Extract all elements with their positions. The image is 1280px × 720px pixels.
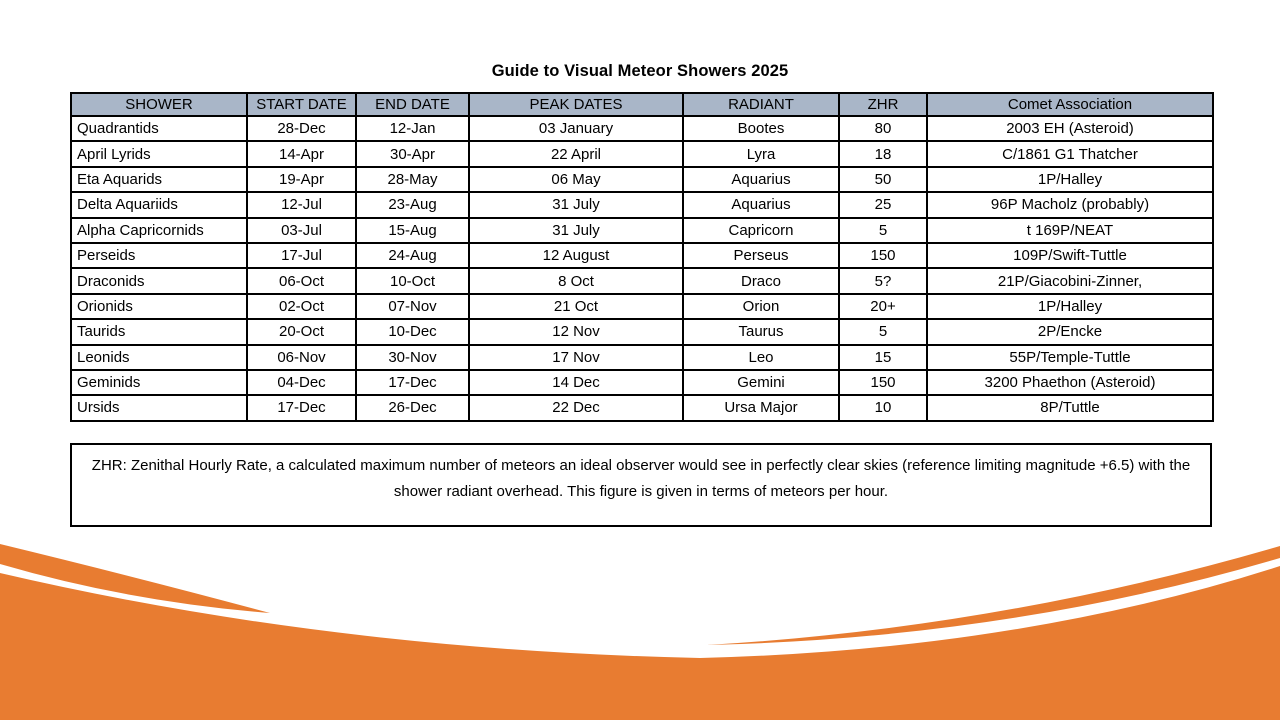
column-header: RADIANT — [683, 93, 839, 116]
table-cell: 25 — [839, 192, 927, 217]
table-cell: Orion — [683, 294, 839, 319]
table-cell: 30-Nov — [356, 345, 469, 370]
table-cell: 1P/Halley — [927, 294, 1213, 319]
table-cell: 10-Oct — [356, 268, 469, 293]
table-cell: 14-Apr — [247, 141, 356, 166]
table-cell: 20-Oct — [247, 319, 356, 344]
table-cell: 23-Aug — [356, 192, 469, 217]
table-cell: C/1861 G1 Thatcher — [927, 141, 1213, 166]
column-header: ZHR — [839, 93, 927, 116]
table-cell: Draconids — [71, 268, 247, 293]
meteor-shower-table — [70, 92, 1214, 422]
table-cell: 55P/Temple-Tuttle — [927, 345, 1213, 370]
table-cell: Perseus — [683, 243, 839, 268]
table-cell: 03 January — [469, 116, 683, 141]
column-header: PEAK DATES — [469, 93, 683, 116]
table-row — [71, 192, 1213, 217]
table-cell: Leonids — [71, 345, 247, 370]
page-title: Guide to Visual Meteor Showers 2025 — [491, 62, 789, 80]
table-cell: 150 — [839, 370, 927, 395]
table-cell: 17 Nov — [469, 345, 683, 370]
table-cell: 1P/Halley — [927, 167, 1213, 192]
table-cell: Quadrantids — [71, 116, 247, 141]
table-cell: 03-Jul — [247, 218, 356, 243]
table-row — [71, 218, 1213, 243]
table-cell: Perseids — [71, 243, 247, 268]
table-cell: April Lyrids — [71, 141, 247, 166]
table-cell: Ursa Major — [683, 395, 839, 420]
table-cell: 31 July — [469, 192, 683, 217]
table-row — [71, 268, 1213, 293]
table-cell: 28-Dec — [247, 116, 356, 141]
table-cell: 18 — [839, 141, 927, 166]
table-cell: Eta Aquarids — [71, 167, 247, 192]
table-cell: t 169P/NEAT — [927, 218, 1213, 243]
table-cell: Bootes — [683, 116, 839, 141]
table-cell: Leo — [683, 345, 839, 370]
table-cell: 17-Jul — [247, 243, 356, 268]
table-row — [71, 395, 1213, 420]
table-cell: 14 Dec — [469, 370, 683, 395]
table-cell: Geminids — [71, 370, 247, 395]
zhr-definition-note: ZHR: Zenithal Hourly Rate, a calculated maximum number of meteors an ideal observer would see in perfectly clear skies (reference limiting magnitude +6.5) with the shower radiant overhead. This figure is given in terms of meteors per hour. — [70, 443, 1212, 527]
column-header: SHOWER — [71, 93, 247, 116]
table-cell: 06-Oct — [247, 268, 356, 293]
footer-swoosh-graphic — [0, 525, 1280, 720]
table-cell: 109P/Swift-Tuttle — [927, 243, 1213, 268]
table-cell: 12-Jan — [356, 116, 469, 141]
table-cell: 02-Oct — [247, 294, 356, 319]
table-cell: 12-Jul — [247, 192, 356, 217]
table-cell: 5 — [839, 319, 927, 344]
table-cell: 06-Nov — [247, 345, 356, 370]
table-cell: 17-Dec — [356, 370, 469, 395]
table-cell: 80 — [839, 116, 927, 141]
column-header: START DATE — [247, 93, 356, 116]
table-cell: 22 April — [469, 141, 683, 166]
table-cell: Taurids — [71, 319, 247, 344]
table-row — [71, 116, 1213, 141]
table-cell: Alpha Capricornids — [71, 218, 247, 243]
table-cell: 10 — [839, 395, 927, 420]
table-cell: 28-May — [356, 167, 469, 192]
table-cell: 5 — [839, 218, 927, 243]
table-cell: Delta Aquariids — [71, 192, 247, 217]
table-cell: 22 Dec — [469, 395, 683, 420]
table-cell: 50 — [839, 167, 927, 192]
table-row — [71, 243, 1213, 268]
swoosh-main-body-shape — [0, 566, 1280, 720]
table-cell: 8 Oct — [469, 268, 683, 293]
table-cell: Capricorn — [683, 218, 839, 243]
table-cell: Aquarius — [683, 192, 839, 217]
table-cell: 21 Oct — [469, 294, 683, 319]
table-cell: Lyra — [683, 141, 839, 166]
table-row — [71, 370, 1213, 395]
table-row — [71, 294, 1213, 319]
table-cell: 31 July — [469, 218, 683, 243]
table-cell: 21P/Giacobini-Zinner, — [927, 268, 1213, 293]
table-cell: Taurus — [683, 319, 839, 344]
table-row — [71, 167, 1213, 192]
table-row — [71, 319, 1213, 344]
table-cell: 96P Macholz (probably) — [927, 192, 1213, 217]
table-cell: Orionids — [71, 294, 247, 319]
table-cell: 12 Nov — [469, 319, 683, 344]
table-cell: 5? — [839, 268, 927, 293]
table-cell: 12 August — [469, 243, 683, 268]
table-cell: Draco — [683, 268, 839, 293]
table-row — [71, 345, 1213, 370]
table-cell: 24-Aug — [356, 243, 469, 268]
table-cell: 06 May — [469, 167, 683, 192]
table-row — [71, 141, 1213, 166]
table-cell: Aquarius — [683, 167, 839, 192]
table-cell: 07-Nov — [356, 294, 469, 319]
table-cell: 10-Dec — [356, 319, 469, 344]
table-cell: Gemini — [683, 370, 839, 395]
table-cell: 8P/Tuttle — [927, 395, 1213, 420]
table-cell: 2003 EH (Asteroid) — [927, 116, 1213, 141]
table-cell: 150 — [839, 243, 927, 268]
table-cell: 15-Aug — [356, 218, 469, 243]
table-cell: 2P/Encke — [927, 319, 1213, 344]
table-cell: Ursids — [71, 395, 247, 420]
table-cell: 20+ — [839, 294, 927, 319]
table-cell: 04-Dec — [247, 370, 356, 395]
column-header: Comet Association — [927, 93, 1213, 116]
table-cell: 26-Dec — [356, 395, 469, 420]
table-cell: 15 — [839, 345, 927, 370]
table-header-row — [71, 93, 1213, 116]
table-cell: 19-Apr — [247, 167, 356, 192]
table-cell: 30-Apr — [356, 141, 469, 166]
table-cell: 17-Dec — [247, 395, 356, 420]
table-cell: 3200 Phaethon (Asteroid) — [927, 370, 1213, 395]
column-header: END DATE — [356, 93, 469, 116]
